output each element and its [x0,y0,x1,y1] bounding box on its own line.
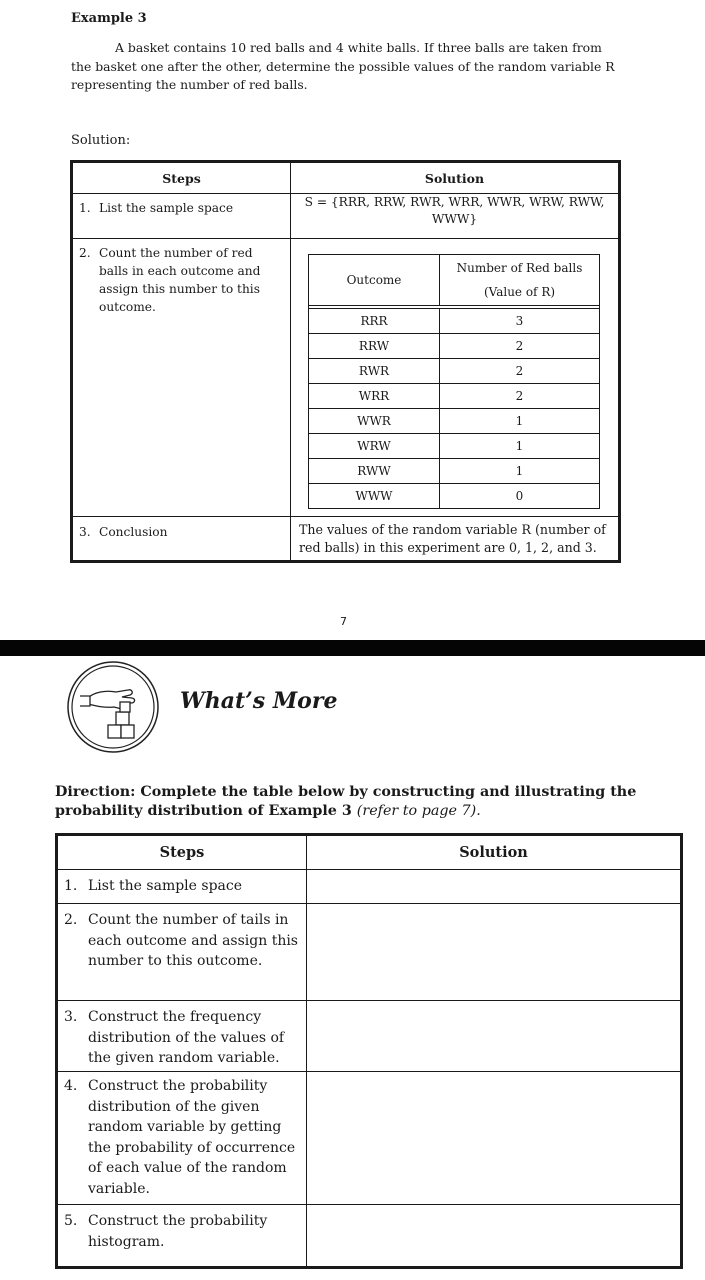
step-number: 2. [64,912,78,928]
table2-header-solution: Solution [307,835,682,870]
inner-header-value [440,255,600,306]
page-divider [0,640,705,656]
whats-more-icon [66,660,160,754]
direction-main: Direction: Complete the table below by constructing and illustrating the probability distribution of Example 3 [55,784,637,819]
table-row [309,384,600,409]
table-row [309,434,600,459]
step-label: Conclusion [99,525,168,539]
step-number: 1. [64,878,78,894]
table-row [309,359,600,384]
table-row [57,904,682,1001]
table-row [57,1205,682,1268]
direction-reference: (refer to page 7). [356,803,481,819]
table2-header-steps: Steps [57,835,307,870]
table-row [72,194,620,239]
step-label: Count the number of tails in each outcome and assign this number to this outcome. [88,912,298,969]
example-problem-text: A basket contains 10 red balls and 4 white balls. If three balls are taken from the basket one after the other, determine the possible values of the random variable R representing the number of red balls. [71,40,615,92]
conclusion-text: The values of the random variable R (number of red balls) in this experiment are 0, 1, 2, and 3. [291,517,620,562]
answer-cell[interactable] [307,1072,682,1205]
table-row [57,870,682,904]
table-row [57,1001,682,1072]
direction-text [55,783,655,821]
page-number: 7 [340,615,347,628]
value-cell: 2 [440,359,600,384]
table-row [309,334,600,359]
outcome-cell: WWR [309,409,440,434]
value-cell: 3 [440,309,600,334]
outcome-cell: RRW [309,334,440,359]
value-cell: 1 [440,434,600,459]
value-cell: 1 [440,409,600,434]
value-cell: 2 [440,334,600,359]
step-label: Construct the probability distribution of the given random variable by getting the probability of occurrence of each value of the random variable. [88,1078,296,1197]
step-label: List the sample space [99,201,234,215]
outcome-cell: RRR [309,309,440,334]
table-row [57,1072,682,1205]
outcome-cell: RWR [309,359,440,384]
answer-cell[interactable] [307,870,682,904]
table-row [309,309,600,334]
outcome-cell: WRW [309,434,440,459]
value-cell: 2 [440,384,600,409]
outcome-value-table [308,254,600,509]
step-label: Construct the frequency distribution of the values of the given random variable. [88,1009,285,1066]
solution-label: Solution: [71,133,131,148]
table1-header-steps: Steps [72,162,291,194]
table-row [309,409,600,434]
table-row [72,517,620,562]
outcome-cell: RWW [309,459,440,484]
exercise-table [55,833,683,1269]
step-number: 1. [79,201,91,215]
example-title: Example 3 [71,11,147,26]
answer-cell[interactable] [307,1001,682,1072]
step-number: 4. [64,1078,78,1094]
value-cell: 0 [440,484,600,509]
whats-more-title: What’s More [180,688,338,714]
inner-header-value-line2: (Value of R) [483,285,556,299]
table-row [309,484,600,509]
answer-cell[interactable] [307,904,682,1001]
outcome-cell: WRR [309,384,440,409]
sample-space-solution: S = {RRR, RRW, RWR, WRR, WWR, WRW, RWW, WWW} [291,194,620,239]
step-label: Construct the probability histogram. [88,1213,268,1250]
step-number: 3. [64,1009,78,1025]
step-number: 2. [79,246,91,260]
value-cell: 1 [440,459,600,484]
inner-header-value-line1: Number of Red balls [456,261,583,275]
step-number: 3. [79,525,91,539]
step-label: List the sample space [88,878,243,894]
table1-header-solution: Solution [291,162,620,194]
inner-header-outcome: Outcome [309,255,440,306]
outcome-cell: WWW [309,484,440,509]
table-row [309,459,600,484]
answer-cell[interactable] [307,1205,682,1268]
step-label: Count the number of red balls in each outcome and assign this number to this outcome. [99,246,261,314]
step-number: 5. [64,1213,78,1229]
